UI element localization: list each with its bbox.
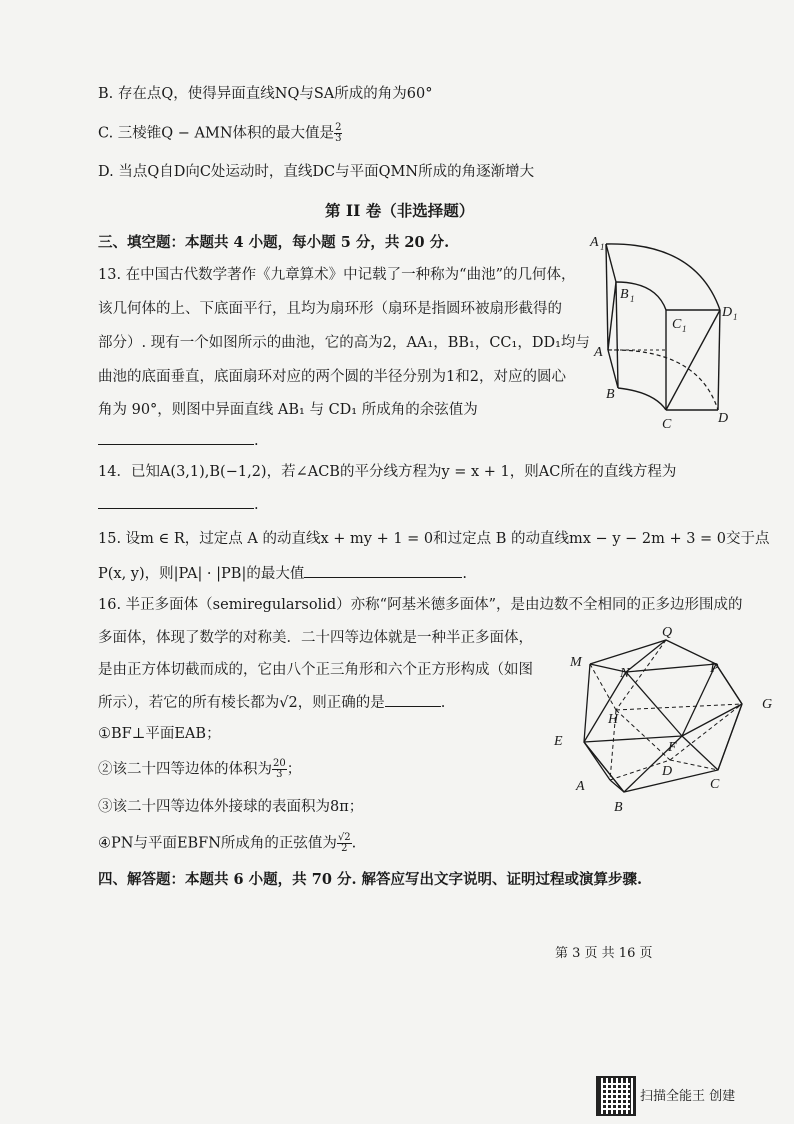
svg-text:1: 1 [630,294,635,304]
fig13-label-d: D [718,411,729,426]
fig13-edge-ab [608,350,618,388]
fig13-edge-bb1 [616,282,618,388]
q16-answer-blank[interactable] [385,692,441,707]
fig13-line-ab1 [608,282,616,350]
fig16-label-e: E [554,734,563,749]
scanner-watermark: 扫描全能王 创建 [640,1089,736,1104]
fig13-edge-a1b1 [606,244,616,282]
q14-answer-blank[interactable] [98,494,254,509]
qr-code-icon [596,1076,636,1116]
q13-answer-blank[interactable] [98,430,254,445]
fig13-label-a: A [594,345,603,360]
fig16-label-d: D [662,764,673,779]
q13-line5: 角为 90°，则图中异面直线 AB₁ 与 CD₁ 所成角的余弦值为 [98,402,478,418]
q14-answer: . [98,494,259,515]
figure-curved-pool [586,232,746,432]
q16-statement-2: ②该二十四等边体的体积为 $\frac{20}{3}$ ； [98,758,302,780]
q16-s4-fraction: $\frac{√2}{2}$ [337,832,351,854]
q13-line4: 曲池的底面垂直，底面扇环对应的两个圆的半径分别为1和2，对应的圆心 [98,369,566,385]
fig13-label-d1: D [722,305,733,320]
q13-line3: 部分）. 现有一个如图所示的曲池，它的高为2，AA₁，BB₁，CC₁，DD₁均与 [98,335,590,351]
fig13-edge-aa1 [606,244,608,350]
fig16-label-b: B [614,800,623,815]
fig16-hidden-hd [616,710,670,760]
option-b: B. 存在点Q，使得异面直线NQ与SA所成的角为60° [98,86,433,102]
fig16-label-n: N [620,666,630,681]
fig13-label-b1: B [620,287,629,302]
fig16-edge-pg [716,664,742,704]
section3-heading: 三、填空题：本题共 4 小题，每小题 5 分，共 20 分. [98,234,450,251]
fig13-label-b: B [606,387,615,402]
svg-text:1: 1 [682,324,687,334]
q16-s2-fraction: $\frac{20}{3}$ [273,758,286,780]
fig16-label-h: H [608,712,619,727]
option-c-fraction: $\frac{2}{3}$ [335,122,342,144]
fig13-label-c: C [662,417,672,432]
fig16-label-q: Q [662,625,673,640]
fig16-hidden-mh [590,664,616,710]
fig13-label-a1: A [590,235,599,250]
fig16-label-a: A [576,779,585,794]
q16-line2: 多面体，体现了数学的对称美．二十四等边体就是一种半正多面体， [98,630,533,646]
q13-line2: 该几何体的上、下底面平行，且均为扇环形（扇环是指圆环被扇形截得的 [98,301,562,317]
fig16-edge-fc [682,736,718,770]
q13-answer: . [98,430,259,451]
q16-line3: 是由正方体切截而成的，它由八个正三角形和六个正方形构成（如图 [98,662,533,678]
part2-title: 第 II 卷（非选择题） [325,201,475,220]
fig13-bottom-outer-arc-hidden [608,350,718,410]
fig16-edge-eb [584,742,624,792]
fig16-label-f: F [668,740,677,755]
fig16-edge-ab [610,780,624,792]
fig16-label-p: P [710,661,719,676]
section4-heading: 四、解答题：本题共 6 小题，共 70 分. 解答应写出文字说明、证明过程或演算步骤. [98,871,643,888]
fig16-edge-ea [584,742,610,780]
q15-answer-blank[interactable] [304,563,462,578]
q16-line1: 16. 半正多面体（semiregularsolid）亦称“阿基米德多面体”，是由边数不全相同的正多边形围成的 [98,597,743,613]
fig16-label-c: C [710,777,720,792]
fig13-edge-dd1 [718,310,720,410]
option-c [98,123,342,144]
option-c-text: C. 三棱锥Q − AMN体积的最大值是 [98,125,335,142]
fig16-edge-ne [584,672,626,742]
q13-line1: 13. 在中国古代数学著作《九章算术》中记载了一种称为“曲池”的几何体， [98,267,576,283]
fig16-hidden-hg [616,704,742,710]
fig16-label-g: G [762,697,773,712]
page-number: 第 3 页 共 16 页 [555,946,653,961]
q16-line4: 所示），若它的所有棱长都为√2，则正确的是 . [98,692,445,713]
fig13-bottom-inner-arc [618,388,666,410]
q16-statement-4: ④PN与平面EBFN所成角的正弦值为 $\frac{√2}{2}$ . [98,832,357,854]
q16-statement-3: ③该二十四等边体外接球的表面积为8π； [98,799,364,815]
fig16-hidden-dc [670,760,718,770]
q15-line2: P(x, y)，则|PA| · |PB|的最大值 . [98,563,467,584]
fig16-edge-qn [626,640,666,672]
figure-cuboctahedron [550,620,780,820]
svg-text:1: 1 [600,242,605,252]
fig16-edge-np [626,664,716,672]
svg-text:1: 1 [733,312,738,322]
q16-statement-1: ①BF⊥平面EAB； [98,726,221,742]
fig16-label-m: M [570,655,582,670]
q14-line1: 14．已知A(3,1),B(−1,2)，若∠ACB的平分线方程为y = x + 1，则AC所在的直线方程为 [98,464,677,480]
fig16-edge-gf [682,704,742,736]
fig13-label-c1: C [672,317,682,332]
option-d: D. 当点Q自D向C处运动时，直线DC与平面QMN所成的角逐渐增大 [98,164,535,180]
fig16-edge-gc [718,704,742,770]
q15-line1: 15. 设m ∈ R，过定点 A 的动直线x + my + 1 = 0和过定点 B 的动直线mx − y − 2m + 3 = 0交于点 [98,531,770,547]
